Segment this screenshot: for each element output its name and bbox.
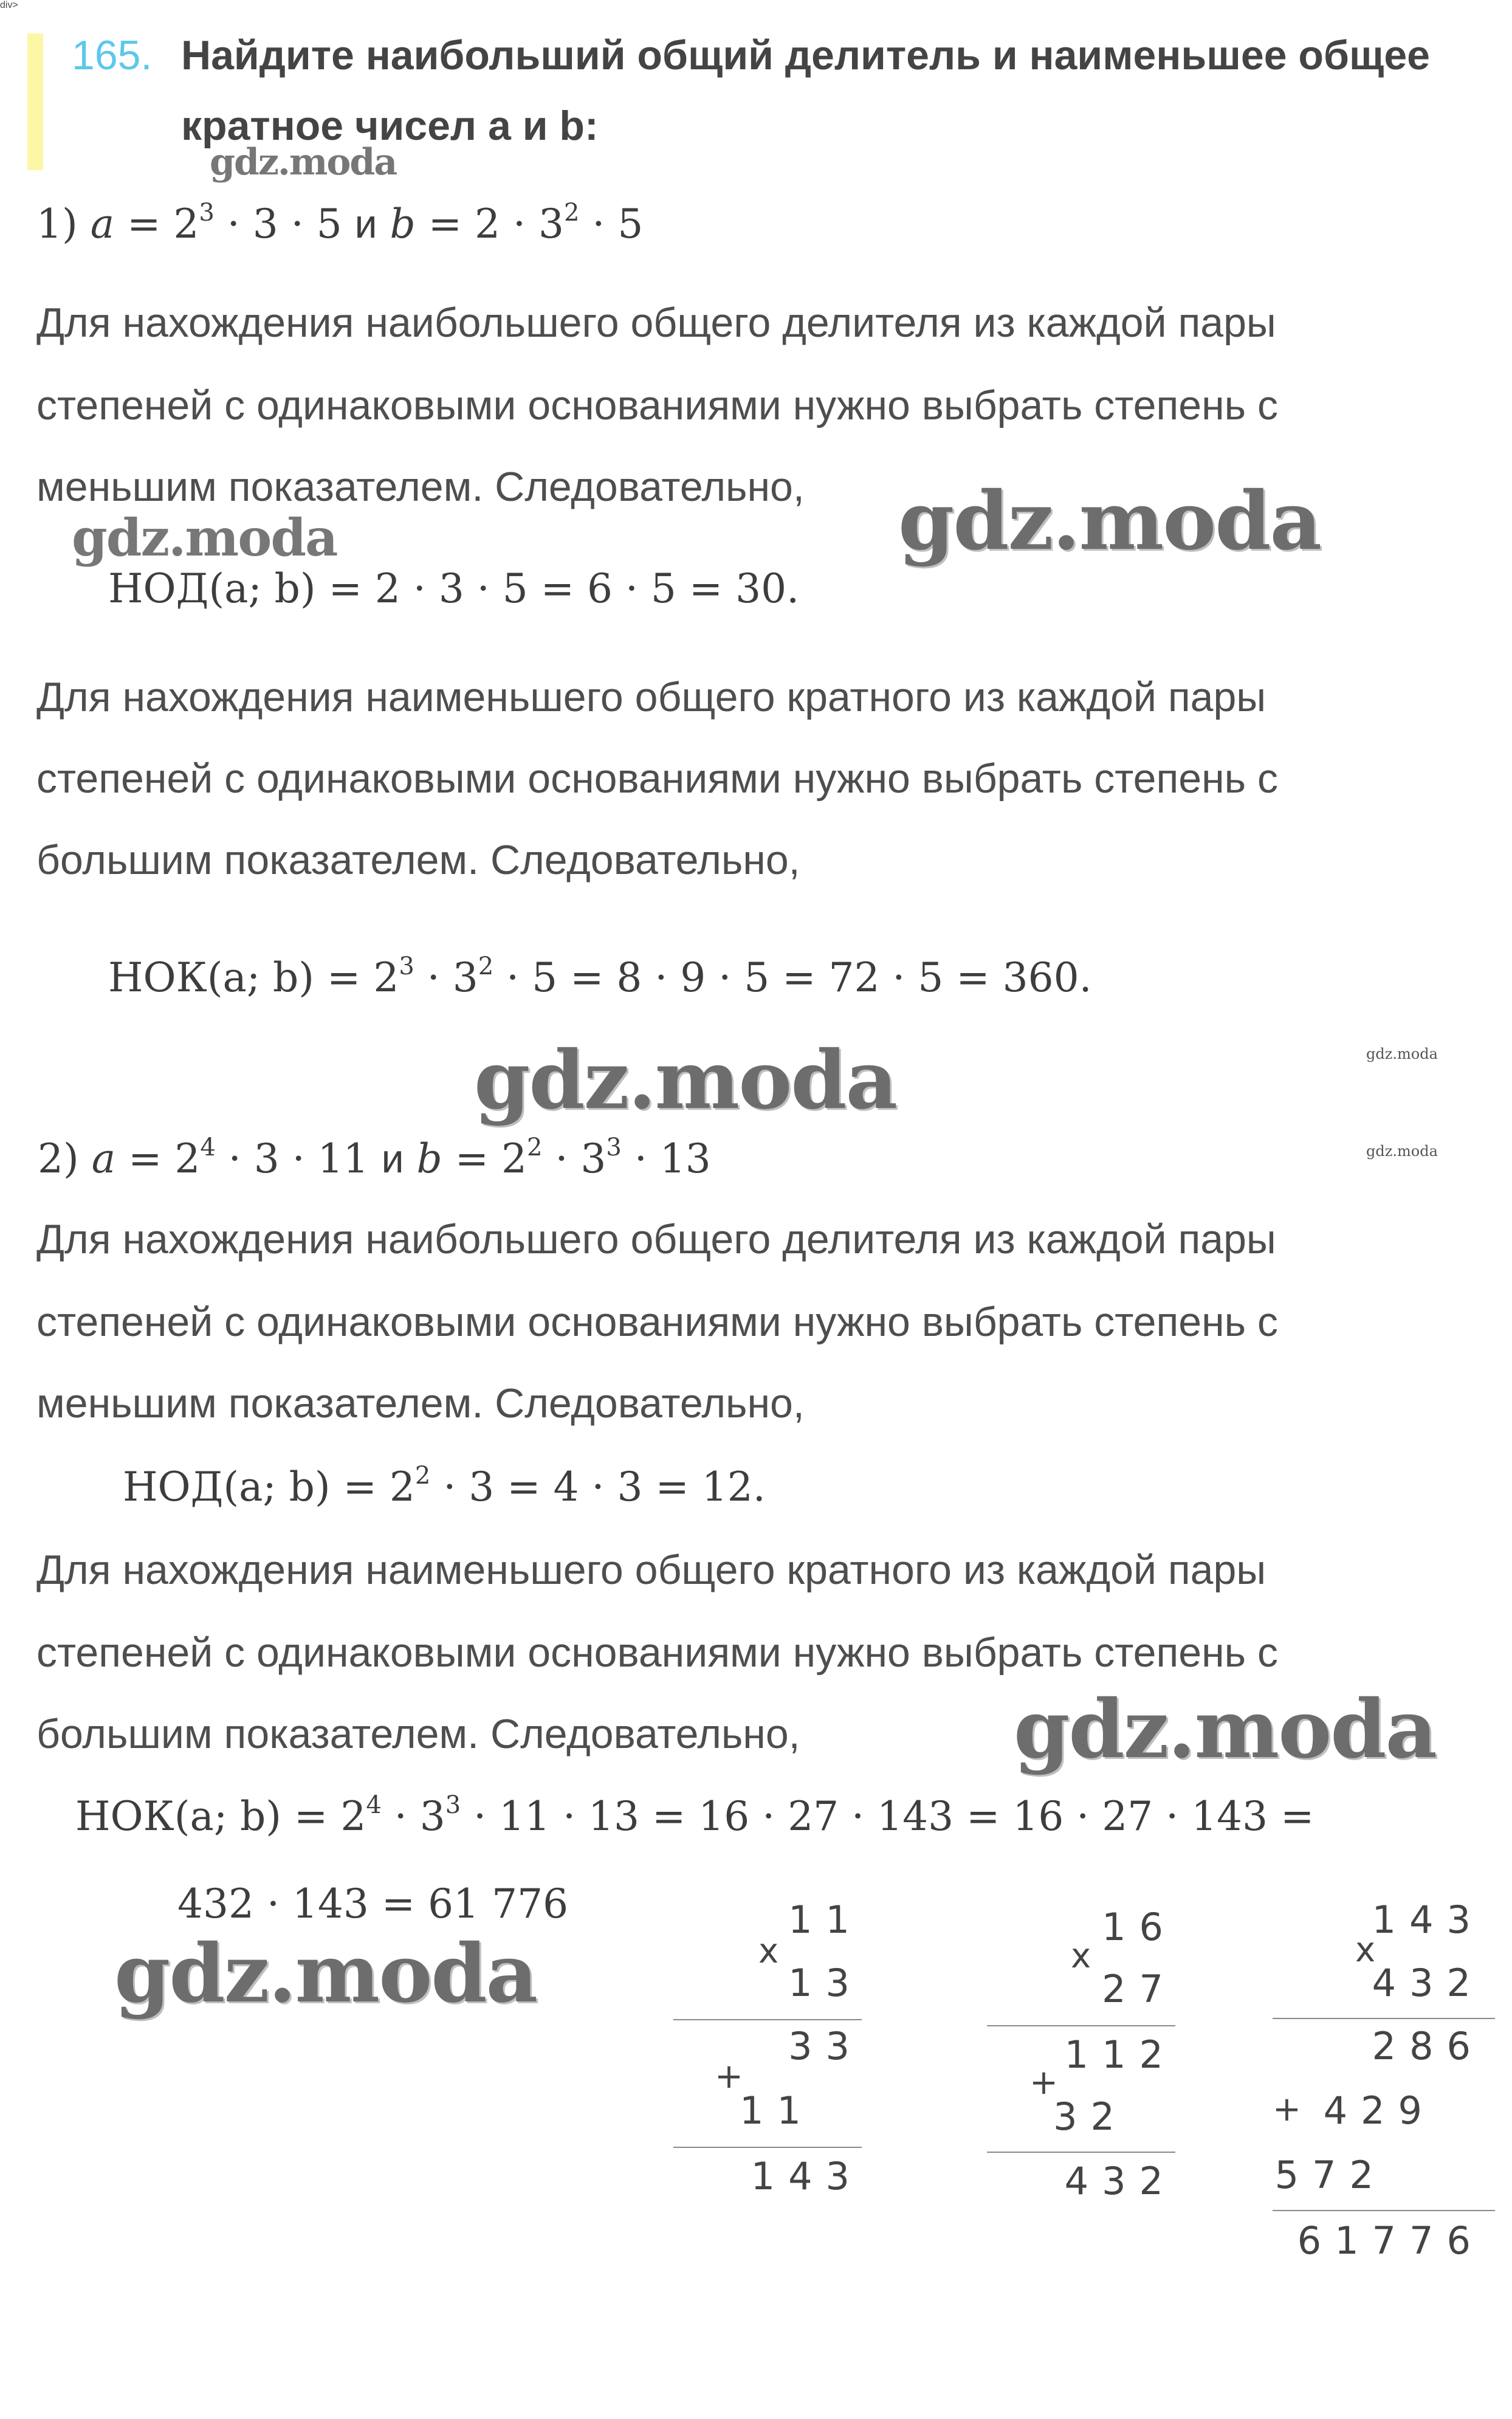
watermark-logo: gdz.moda bbox=[1014, 1682, 1437, 1777]
part1-nod-line3: меньшим показателем. Следовательно, bbox=[36, 464, 805, 510]
highlight-bar bbox=[27, 33, 43, 170]
calc3-plus-sign: + bbox=[1273, 2090, 1301, 2129]
watermark-logo: gdz.moda bbox=[114, 1927, 537, 2021]
part2-condition: 2) $a = 2^4 \cdot 3 \cdot 11$ и $b = 2^2 \cdot 3^3 \cdot 13$ bbox=[38, 1134, 711, 1182]
part1-nod-expression: НОД(a; b) = 2 · 3 · 5 = 6 · 5 = 30. bbox=[108, 565, 800, 612]
part2-nod-line3: меньшим показателем. Следовательно, bbox=[36, 1380, 805, 1426]
calc2-partial1: 112 bbox=[1064, 2032, 1177, 2077]
calc3-partial3: 572 bbox=[1274, 2153, 1387, 2197]
part2-result-line: 432 · 143 = 61 776 bbox=[177, 1880, 569, 1927]
watermark-logo: gdz.moda bbox=[898, 474, 1321, 568]
part2-nod-expression: НОД(a; $b) = 2^2 \cdot 3 = 4 \cdot 3 = 12$. bbox=[123, 1462, 766, 1510]
calc3-result: 61776 bbox=[1297, 2218, 1484, 2263]
calc1-partial1: 33 bbox=[788, 2024, 863, 2068]
part2-nod-line1: Для нахождения наибольшего общего делителя из каждой пары bbox=[36, 1216, 1276, 1262]
calc1-partial2: 11 bbox=[740, 2088, 814, 2133]
part1-nod-line1: Для нахождения наибольшего общего делителя из каждой пары bbox=[36, 300, 1276, 346]
calc3-rule2 bbox=[1273, 2210, 1495, 2211]
calc1-plus-sign: + bbox=[715, 2057, 743, 2096]
calc1-rule1 bbox=[673, 2019, 862, 2020]
part2-nok-line1: Для нахождения наименьшего общего кратного из каждой пары bbox=[36, 1547, 1266, 1593]
task-number: 165. bbox=[72, 32, 153, 78]
calc2-rule2 bbox=[987, 2152, 1175, 2153]
calc1-result: 143 bbox=[751, 2154, 863, 2198]
calc1-row1: 11 bbox=[788, 1898, 863, 1942]
calc3-row2: 432 bbox=[1372, 1961, 1484, 2005]
part1-nok-line3: большим показателем. Следовательно, bbox=[36, 837, 800, 883]
part1-nod-line2: степеней с одинаковыми основаниями нужно выбрать степень с bbox=[36, 382, 1278, 428]
watermark-logo: gdz.moda bbox=[1366, 1045, 1438, 1062]
part1-nok-line1: Для нахождения наименьшего общего кратного из каждой пары bbox=[36, 674, 1266, 720]
watermark-logo: gdz.moda bbox=[210, 141, 397, 184]
part1-condition: 1) $a = 2^3 \cdot 3 \cdot 5$ и $b = 2 \cdot 3^2 \cdot 5$ bbox=[36, 199, 644, 247]
calc2-row1: 16 bbox=[1102, 1905, 1177, 1949]
calc3-partial2: 429 bbox=[1323, 2088, 1435, 2133]
calc1-row2: 13 bbox=[788, 1961, 863, 2005]
calc2-row2: 27 bbox=[1102, 1967, 1177, 2011]
calc3-rule1 bbox=[1273, 2018, 1495, 2019]
part2-nok-expression: НОК(a; $b) = 2^4 \cdot 3^3 \cdot 11 \cdot 13 = 16 \cdot 27 \cdot 143 = 16 \cdot 27 \cdot 143$ = bbox=[75, 1791, 1314, 1840]
calc1-rule2 bbox=[673, 2147, 862, 2148]
part2-nok-line3: большим показателем. Следовательно, bbox=[36, 1711, 800, 1757]
task-title-line2: кратное чисел a и b: bbox=[181, 103, 599, 149]
calc3-times-sign: x bbox=[1355, 1930, 1376, 1970]
watermark-logo: gdz.moda bbox=[1366, 1143, 1438, 1160]
part2-label: 2) bbox=[38, 1135, 79, 1182]
calc2-rule1 bbox=[987, 2025, 1175, 2026]
calc2-partial2: 32 bbox=[1053, 2094, 1128, 2139]
watermark-logo: gdz.moda bbox=[72, 508, 337, 568]
calc2-result: 432 bbox=[1064, 2159, 1177, 2203]
task-title-line1: Найдите наибольший общий делитель и наименьшее общее bbox=[181, 32, 1430, 78]
calc2-plus-sign: + bbox=[1029, 2063, 1058, 2102]
calc3-row1: 143 bbox=[1372, 1898, 1484, 1942]
part1-nok-expression: НОК(a; $b) = 2^3 \cdot 3^2 \cdot 5 = 8 \cdot 9 \cdot 5 = 72 \cdot 5 = 360$. bbox=[108, 952, 1092, 1001]
calc1-times-sign: x bbox=[758, 1932, 779, 1971]
part2-nok-line2: степеней с одинаковыми основаниями нужно выбрать степень с bbox=[36, 1629, 1278, 1676]
part1-nok-line2: степеней с одинаковыми основаниями нужно выбрать степень с bbox=[36, 755, 1278, 802]
part2-nod-line2: степеней с одинаковыми основаниями нужно выбрать степень с bbox=[36, 1299, 1278, 1345]
calc3-partial1: 286 bbox=[1372, 2024, 1484, 2068]
part1-label: 1) bbox=[36, 201, 78, 247]
calc2-times-sign: x bbox=[1071, 1936, 1091, 1976]
watermark-logo: gdz.moda bbox=[474, 1033, 897, 1127]
